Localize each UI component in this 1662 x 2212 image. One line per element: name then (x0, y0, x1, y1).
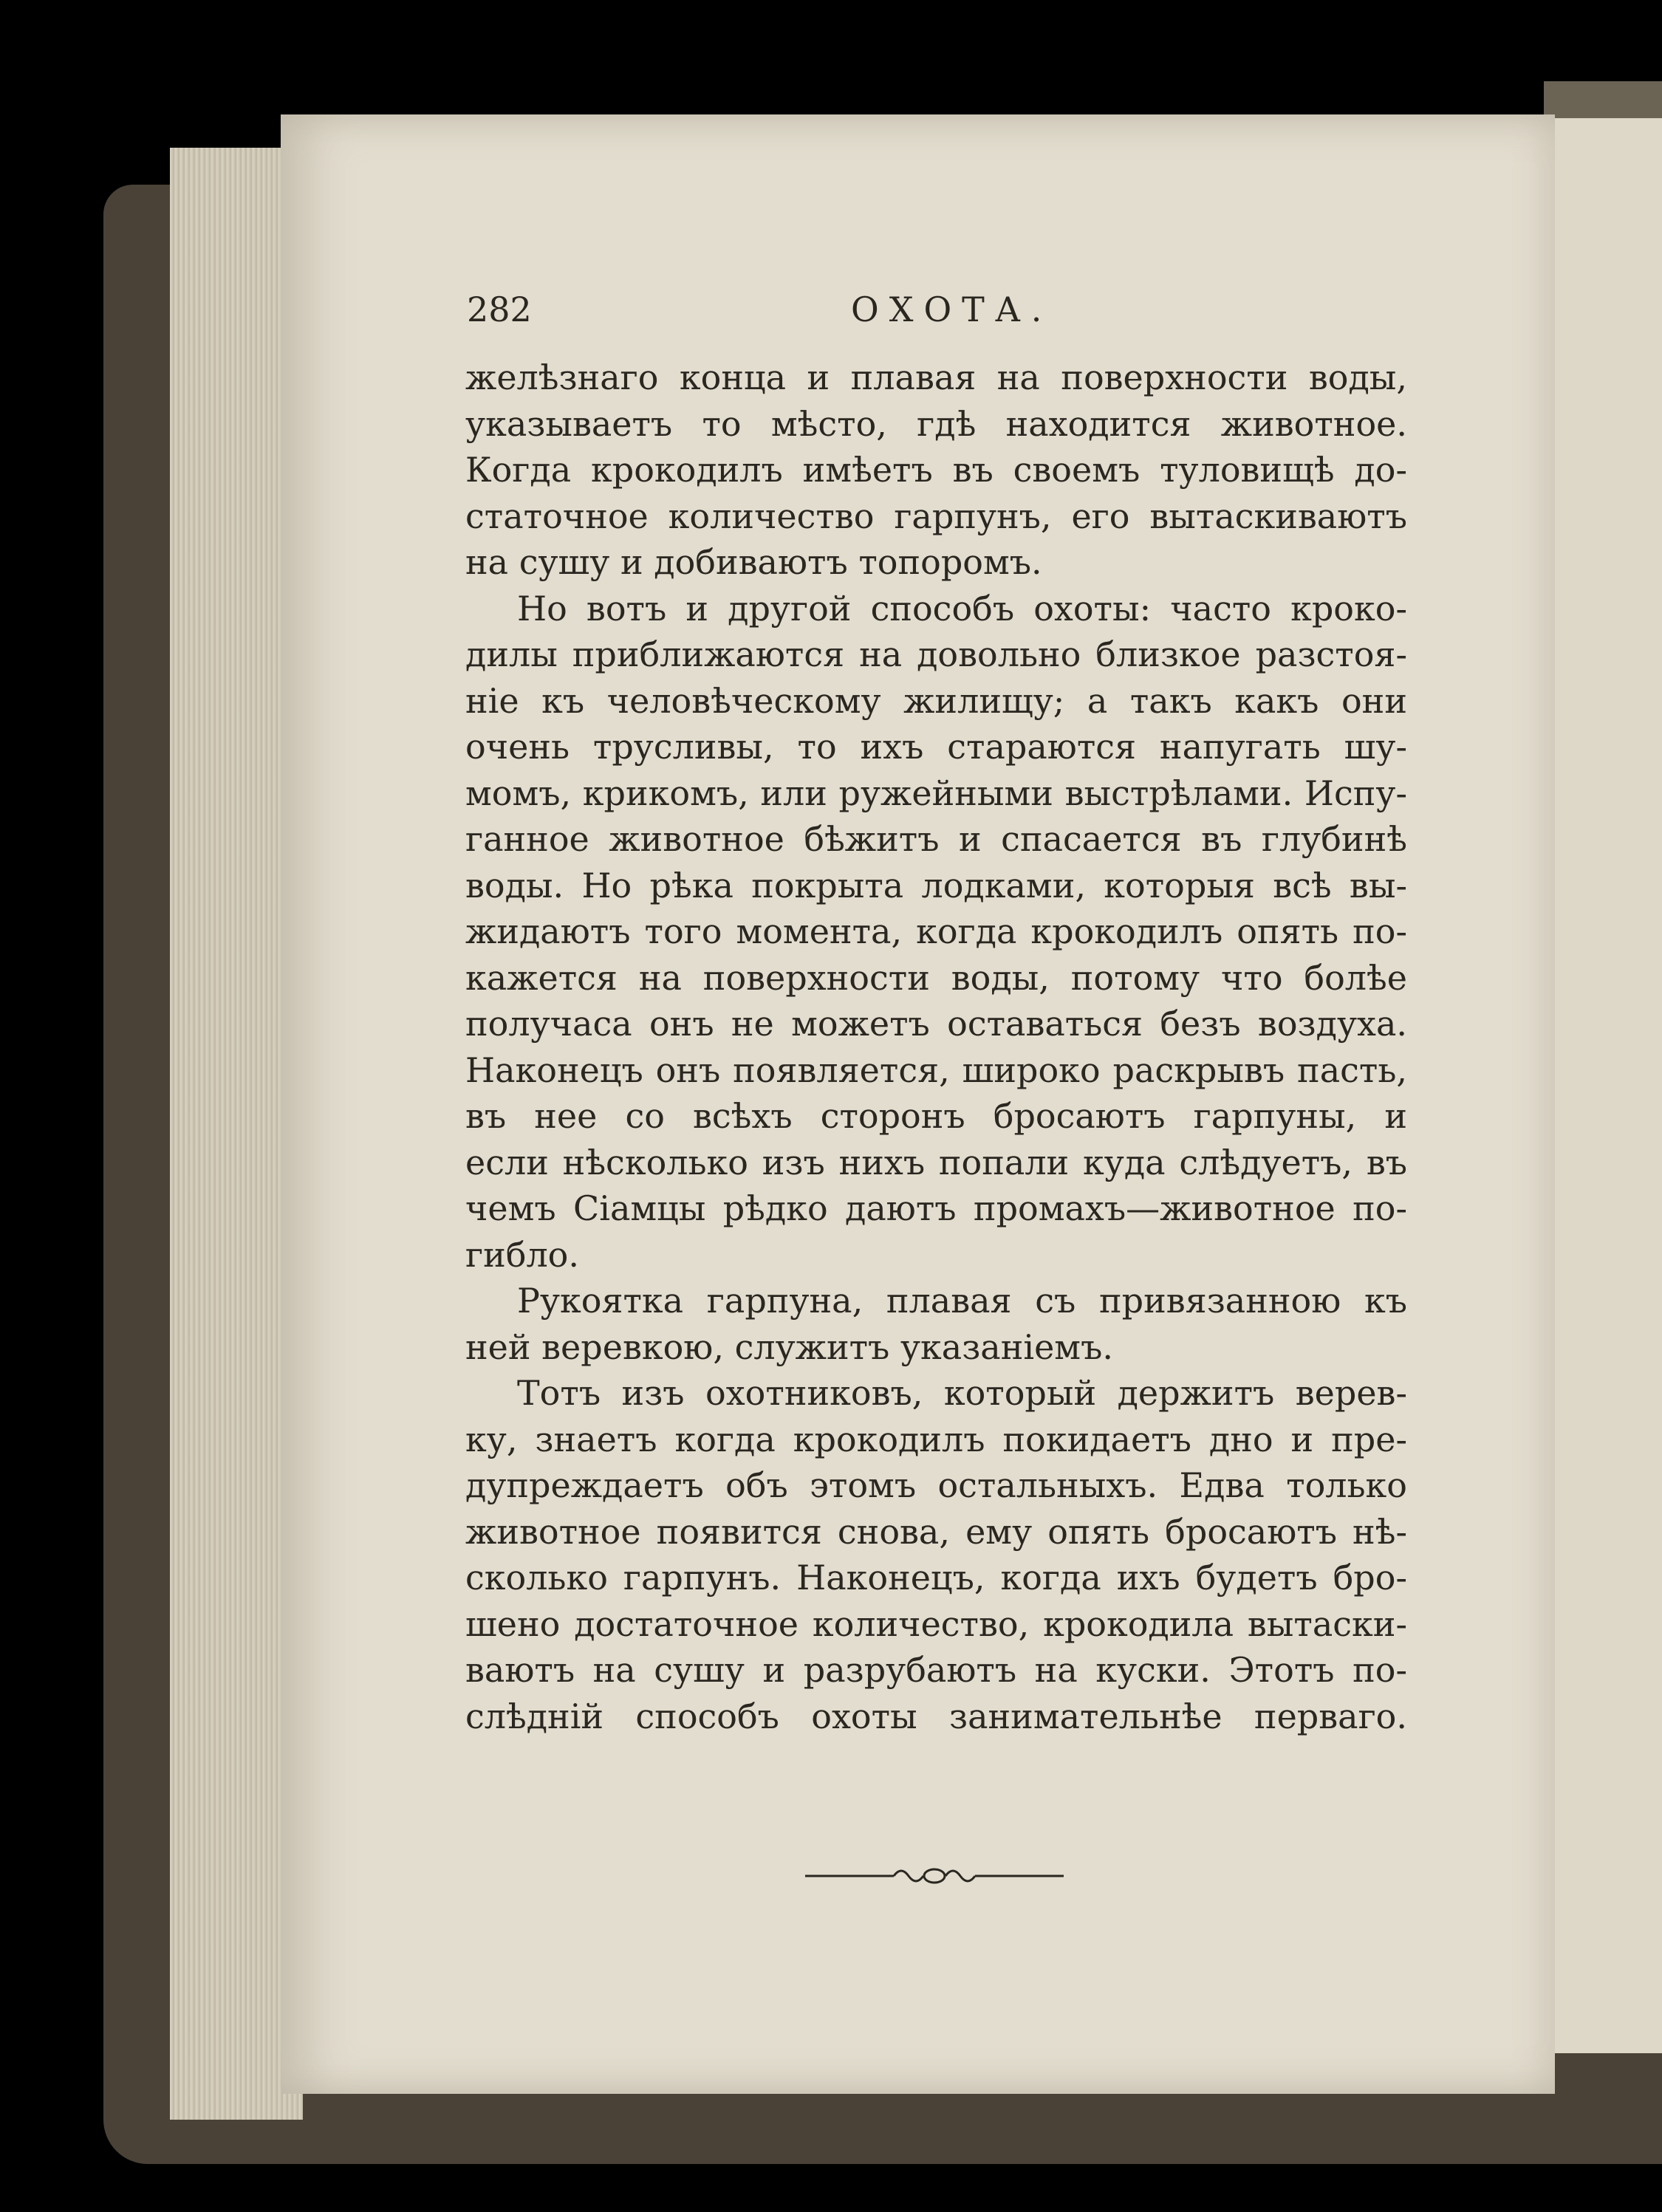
text-line: гибло. (465, 1234, 579, 1275)
text-line: ваютъ на сушу и разрубаютъ на куски. Этотъ по- (465, 1650, 1407, 1690)
text-line: чемъ Сіамцы рѣдко даютъ промахъ—животное по- (465, 1188, 1407, 1228)
text-line: дупреждаетъ объ этомъ остальныхъ. Едва только (465, 1465, 1407, 1505)
text-line: животное появится снова, ему опять бросаютъ нѣ- (465, 1511, 1407, 1552)
text-line: Наконецъ онъ появляется, широко раскрывъ пасть, (465, 1049, 1407, 1090)
text-line: ганное животное бѣжитъ и спасается въ глубинѣ (465, 819, 1407, 859)
text-line: воды. Но рѣка покрыта лодками, которыя всѣ вы- (465, 865, 1407, 905)
text-line: шено достаточное количество, крокодила вытаски- (465, 1603, 1407, 1644)
text-line: Рукоятка гарпуна, плавая съ привязанною къ (517, 1281, 1407, 1321)
text-line: желѣзнаго конца и плавая на поверхности воды, (465, 357, 1407, 397)
end-ornament (805, 1857, 1064, 1894)
text-line: жидаютъ того момента, когда крокодилъ опять по- (465, 911, 1407, 951)
text-line: Но вотъ и другой способъ охоты: часто кроко- (517, 588, 1407, 629)
text-line: статочное количество гарпунъ, его вытаскиваютъ (465, 496, 1407, 536)
text-line: дилы приближаются на довольно близкое разстоя- (465, 634, 1407, 674)
body-text (465, 355, 1407, 1739)
page-header (467, 290, 1427, 341)
text-line: получаса онъ не можетъ оставаться безъ воздуха. (465, 1004, 1407, 1044)
text-line: Когда крокодилъ имѣетъ въ своемъ туловищѣ до- (465, 450, 1407, 490)
text-line: ней веревкою, служитъ указаніемъ. (465, 1326, 1113, 1367)
text-line: если нѣсколько изъ нихъ попали куда слѣдуетъ, въ (465, 1142, 1407, 1182)
text-line: въ нее со всѣхъ сторонъ бросаютъ гарпуны, и (465, 1096, 1407, 1136)
facing-page-edge (1548, 118, 1662, 2053)
text-line: ку, знаетъ когда крокодилъ покидаетъ дно и пре- (465, 1419, 1407, 1459)
text-line: кажется на поверхности воды, потому что болѣе (465, 957, 1407, 998)
text-line: слѣдній способъ охоты занимательнѣе перваго. (465, 1696, 1407, 1736)
text-line: Тотъ изъ охотниковъ, который держитъ верев- (517, 1373, 1407, 1413)
text-line: сколько гарпунъ. Наконецъ, когда ихъ будетъ бро- (465, 1558, 1407, 1598)
text-line: очень трусливы, то ихъ стараются напугать шу- (465, 727, 1407, 767)
text-line: момъ, крикомъ, или ружейными выстрѣлами. Испу- (465, 773, 1407, 813)
running-title: ОХОТА. (851, 290, 1053, 329)
text-line: ніе къ человѣческому жилищу; а такъ какъ они (465, 680, 1407, 721)
page-number: 282 (467, 290, 532, 329)
text-line: на сушу и добиваютъ топоромъ. (465, 542, 1042, 582)
text-line: указываетъ то мѣсто, гдѣ находится животное. (465, 403, 1407, 444)
